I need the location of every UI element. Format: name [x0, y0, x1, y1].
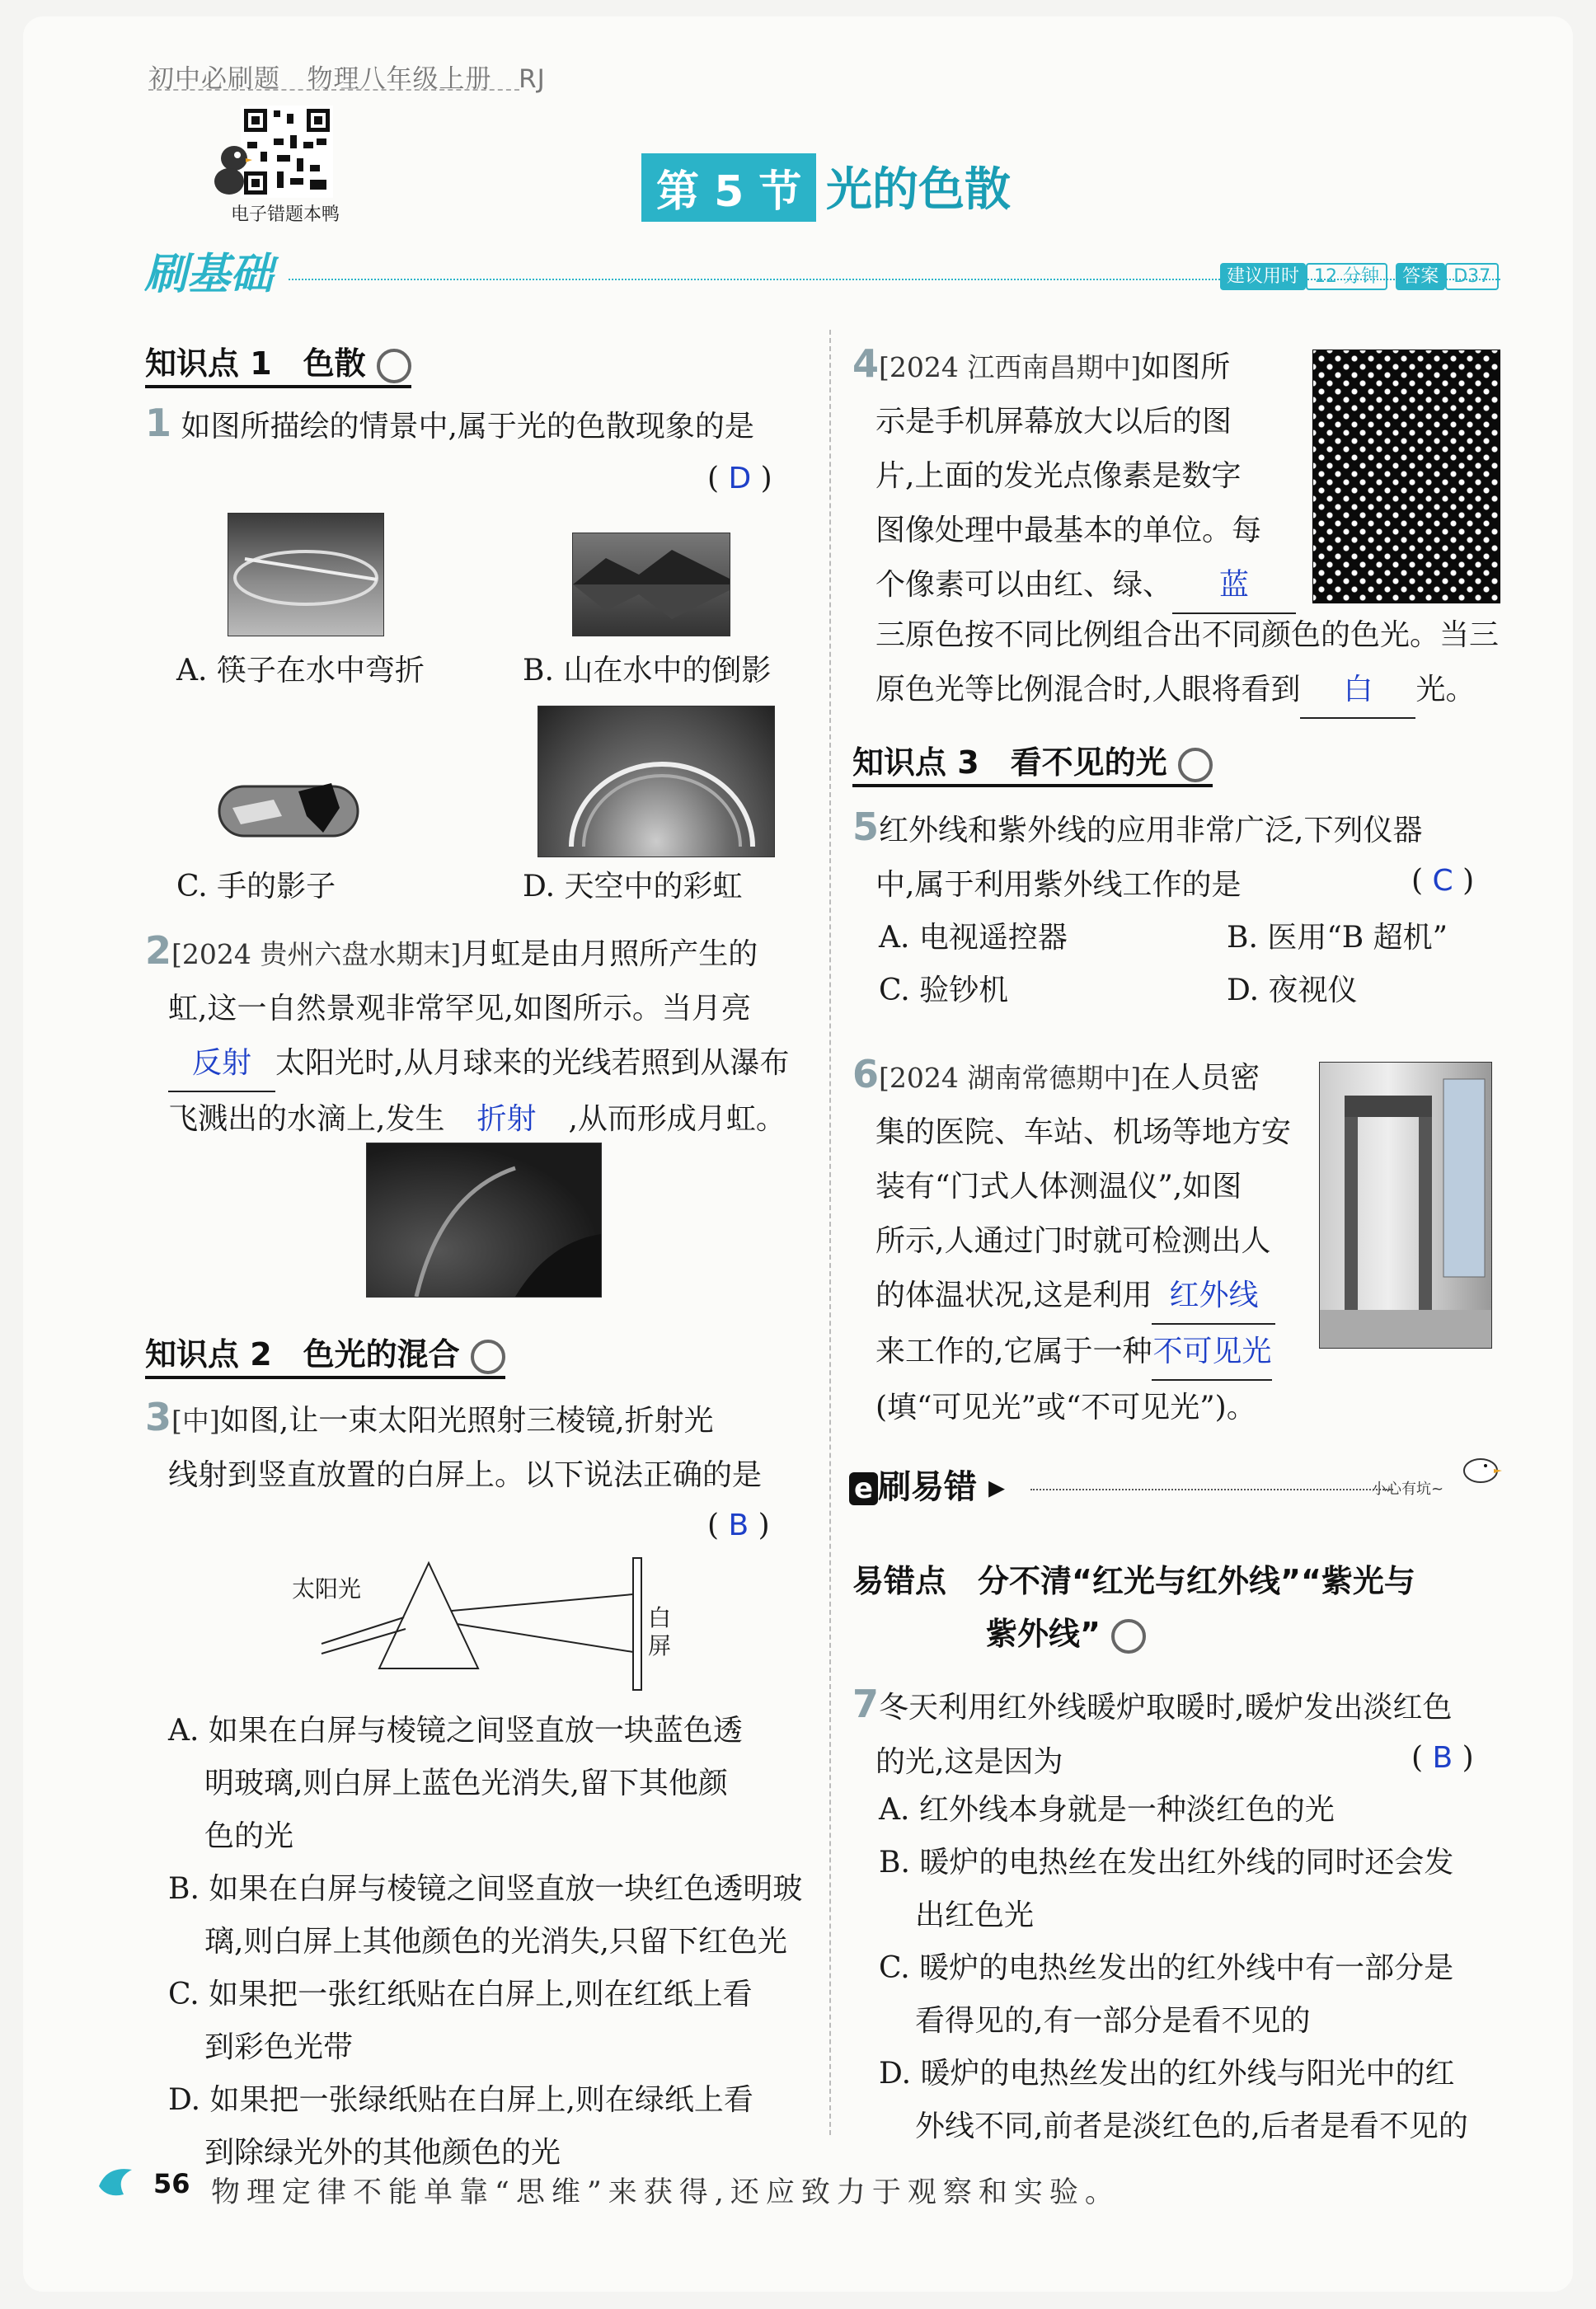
footer-motto: 物理定律不能单靠“思维”来获得,还应致力于观察和实验。: [211, 2176, 1120, 2209]
q1-option-d: D. 天空中的彩虹: [523, 870, 743, 903]
screen-label-1: 白: [648, 1604, 672, 1631]
q6-line4: 所示,人通过门时就可检测出人: [875, 1224, 1271, 1258]
q7-option-d-1: D. 暖炉的电热丝发出的红外线与阳光中的红: [879, 2057, 1455, 2091]
qr-caption: 电子错题本鸭: [231, 204, 340, 225]
mistake-label: 刷易错: [878, 1468, 978, 1506]
series-name: 初中必刷题: [148, 64, 280, 94]
subject-name: 物理八年级上册: [307, 64, 492, 94]
suggest-time-value: 12 分钟: [1306, 263, 1387, 290]
q7-number: 7: [852, 1682, 880, 1726]
q3-number: 3: [145, 1395, 172, 1439]
q1-option-a: A. 筷子在水中弯折: [176, 654, 425, 688]
q4-line7a: 原色光等比例混合时,人眼将看到: [875, 673, 1301, 706]
q2-line3: 太阳光时,从月球来的光线若照到从瀑布: [275, 1046, 790, 1080]
q3-option-c-1: C. 如果把一张红纸贴在白屏上,则在红纸上看: [168, 1978, 753, 2011]
kp3-title: 知识点 3 看不见的光: [852, 744, 1167, 781]
qr-code-icon[interactable]: [241, 106, 333, 198]
target-icon: [1111, 1619, 1146, 1654]
q6-line2: 集的医院、车站、机场等地方安: [875, 1115, 1292, 1149]
q3-option-a-2: 明玻璃,则白屏上蓝色光消失,留下其他颜: [204, 1767, 728, 1800]
section-title: 光的色散: [826, 163, 1011, 217]
q5-answer: C: [1432, 864, 1453, 898]
rainbow-photo: [537, 706, 775, 857]
mistake-practice-label: e 刷易错 ▸: [849, 1461, 1005, 1508]
screen-label: [648, 1604, 671, 1660]
q1-number: 1: [145, 401, 172, 445]
basic-practice-label: 刷基础: [144, 250, 274, 299]
q3-option-c-2: 到彩色光带: [204, 2030, 354, 2064]
mistake-title-1: 易错点 分不清“红光与红外线”“紫光与: [852, 1563, 1415, 1599]
column-divider: [829, 330, 831, 2135]
mountain-reflection-photo: [572, 533, 730, 636]
mistake-hint: 小心有坑~: [1372, 1481, 1444, 1498]
q2-line4a: 飞溅出的水滴上,发生: [168, 1102, 445, 1136]
q4-line4: 图像处理中最基本的单位。每: [875, 514, 1262, 547]
moonbow-photo: [366, 1143, 602, 1298]
q7-line2: 的光,这是因为: [875, 1745, 1063, 1779]
q2-blank-1[interactable]: 反射: [168, 1036, 275, 1092]
q1-answer-bracket: ( D ): [707, 462, 772, 495]
q3-option-b-1: B. 如果在白屏与棱镜之间竖直放一块红色透明玻: [168, 1872, 803, 1906]
edition-label: RJ: [519, 64, 546, 94]
pixel-screen-photo: [1312, 350, 1500, 603]
answer-page: D37: [1445, 263, 1499, 290]
q3-option-b-2: 璃,则白屏上其他颜色的光消失,只留下红色光: [204, 1925, 787, 1959]
q5-line2: 中,属于利用紫外线工作的是: [875, 868, 1242, 902]
q4-blank-2[interactable]: 白: [1300, 663, 1415, 719]
q6-blank-2[interactable]: 不可见光: [1152, 1325, 1272, 1381]
q7-option-b-1: B. 暖炉的电热丝在发出红外线的同时还会发: [879, 1846, 1454, 1880]
q5-line1: 红外线和紫外线的应用非常广泛,下列仪器: [879, 814, 1423, 847]
mistake-divider: [1030, 1489, 1393, 1490]
q6-blank-1[interactable]: 红外线: [1152, 1269, 1275, 1325]
q3-option-a-1: A. 如果在白屏与棱镜之间竖直放一块蓝色透: [168, 1714, 743, 1748]
section-badge: 第 5 节: [641, 153, 816, 222]
q4-line3: 片,上面的发光点像素是数字: [875, 459, 1242, 493]
q2-blank-2[interactable]: 折射: [444, 1092, 568, 1148]
q6-line6: 来工作的,它属于一种: [875, 1335, 1152, 1368]
q5-option-c: C. 验钞机: [879, 974, 1009, 1007]
q1-option-c: C. 手的影子: [176, 870, 336, 903]
hand-shadow-photo: [216, 775, 361, 847]
q6-number: 6: [852, 1052, 880, 1096]
q7-answer: B: [1432, 1741, 1453, 1775]
q1-option-b: B. 山在水中的倒影: [523, 654, 772, 688]
suggest-time: [1220, 262, 1499, 288]
q7-option-c-2: 看得见的,有一部分是看不见的: [915, 2004, 1311, 2038]
mistake-badge-icon: e: [849, 1472, 878, 1505]
answer-label: 答案: [1396, 263, 1445, 290]
header-underline: [148, 89, 519, 91]
duck-mascot-icon: [213, 140, 252, 198]
q5-option-a: A. 电视遥控器: [879, 921, 1068, 955]
mistake-title-2: 紫外线”: [986, 1616, 1101, 1652]
q6-line1: 在人员密: [1141, 1061, 1260, 1095]
q7-option-c-1: C. 暖炉的电热丝发出的红外线中有一部分是: [879, 1951, 1454, 1985]
q7-line1: 冬天利用红外线暖炉取暖时,暖炉发出淡红色: [879, 1691, 1453, 1725]
q3-option-d-1: D. 如果把一张绿纸贴在白屏上,则在绿纸上看: [168, 2083, 753, 2117]
q6-source: [2024 湖南常德期中]: [879, 1062, 1142, 1094]
q7-answer-bracket: ( B ): [1411, 1741, 1474, 1775]
q7-option-b-2: 出红色光: [915, 1898, 1035, 1932]
q3-line2: 线射到竖直放置的白屏上。以下说法正确的是: [168, 1458, 763, 1492]
q1-answer: D: [728, 462, 752, 495]
q7-options: [879, 1784, 1530, 2153]
q7-option-d-2: 外线不同,前者是淡红色的,后者是看不见的: [915, 2110, 1468, 2143]
question-3: [145, 1390, 821, 1503]
q3-options: [168, 1705, 828, 2180]
target-icon: [471, 1340, 505, 1374]
q1-text: 如图所描绘的情景中,属于光的色散现象的是: [181, 410, 754, 443]
kp2-title: 知识点 2 色光的混合: [145, 1336, 460, 1373]
q5-option-d: D. 夜视仪: [1227, 974, 1358, 1007]
q6-line3: 装有“门式人体测温仪”,如图: [875, 1170, 1242, 1204]
q4-line2: 示是手机屏幕放大以后的图: [875, 405, 1232, 439]
mistake-heading: [852, 1555, 1415, 1662]
question-4: [852, 336, 1314, 614]
q2-source: [2024 贵州六盘水期末]: [171, 938, 462, 970]
screen-label-2: 屏: [648, 1632, 672, 1659]
q6-line5: 的体温状况,这是利用: [875, 1279, 1152, 1312]
target-icon: [377, 349, 411, 383]
q4-line5: 个像素可以由红、绿、: [875, 568, 1173, 602]
target-icon: [1178, 748, 1213, 782]
q4-number: 4: [852, 341, 880, 386]
kp1-heading: [145, 338, 411, 388]
q5-answer-bracket: ( C ): [1411, 864, 1475, 898]
q4-line6: 三原色按不同比例组合出不同颜色的色光。当三: [875, 618, 1500, 652]
question-6: [852, 1047, 1314, 1435]
bird-mascot-icon: [1451, 1444, 1509, 1485]
q2-line2: 虹,这一自然景观非常罕见,如图所示。当月亮: [168, 992, 751, 1025]
q4-line1: 如图所: [1141, 350, 1231, 384]
q7-option-a: A. 红外线本身就是一种淡红色的光: [879, 1793, 1335, 1827]
question-1: [145, 396, 754, 454]
q3-answer-bracket: ( B ): [707, 1509, 770, 1542]
q3-source: [中]: [171, 1405, 220, 1437]
q5-number: 5: [852, 805, 880, 849]
q4-blank-1[interactable]: 蓝: [1172, 558, 1296, 614]
q3-line1: 如图,让一束太阳光照射三棱镜,折射光: [219, 1404, 714, 1438]
suggest-label: 建议用时: [1220, 263, 1306, 290]
kp2-heading: [145, 1329, 505, 1379]
thermometer-gate-photo: [1319, 1062, 1492, 1349]
q4-source: [2024 江西南昌期中]: [879, 351, 1142, 383]
question-2: [145, 923, 821, 1148]
kp1-title: 知识点 1 色散: [145, 345, 366, 382]
sunlight-label: 太阳光: [292, 1575, 362, 1603]
q3-option-d-2: 到除绿光外的其他颜色的光: [204, 2136, 561, 2170]
kp3-heading: [852, 737, 1213, 787]
q5-option-b: B. 医用“B 超机”: [1227, 921, 1448, 955]
q2-line4b: ,从而形成月虹。: [568, 1102, 786, 1136]
q3-answer: B: [728, 1509, 749, 1542]
q4-line7b: 光。: [1415, 673, 1476, 706]
q2-number: 2: [145, 928, 172, 973]
page-number: 56: [153, 2168, 190, 2199]
q3-option-a-3: 色的光: [204, 1819, 294, 1853]
chopsticks-photo: [228, 513, 384, 636]
q2-line1: 月虹是由月照所产生的: [461, 937, 758, 971]
q4-continued: [875, 608, 1519, 719]
q6-line7: (填“可见光”或“不可见光”)。: [875, 1391, 1256, 1424]
footer-logo-icon: [91, 2161, 148, 2203]
